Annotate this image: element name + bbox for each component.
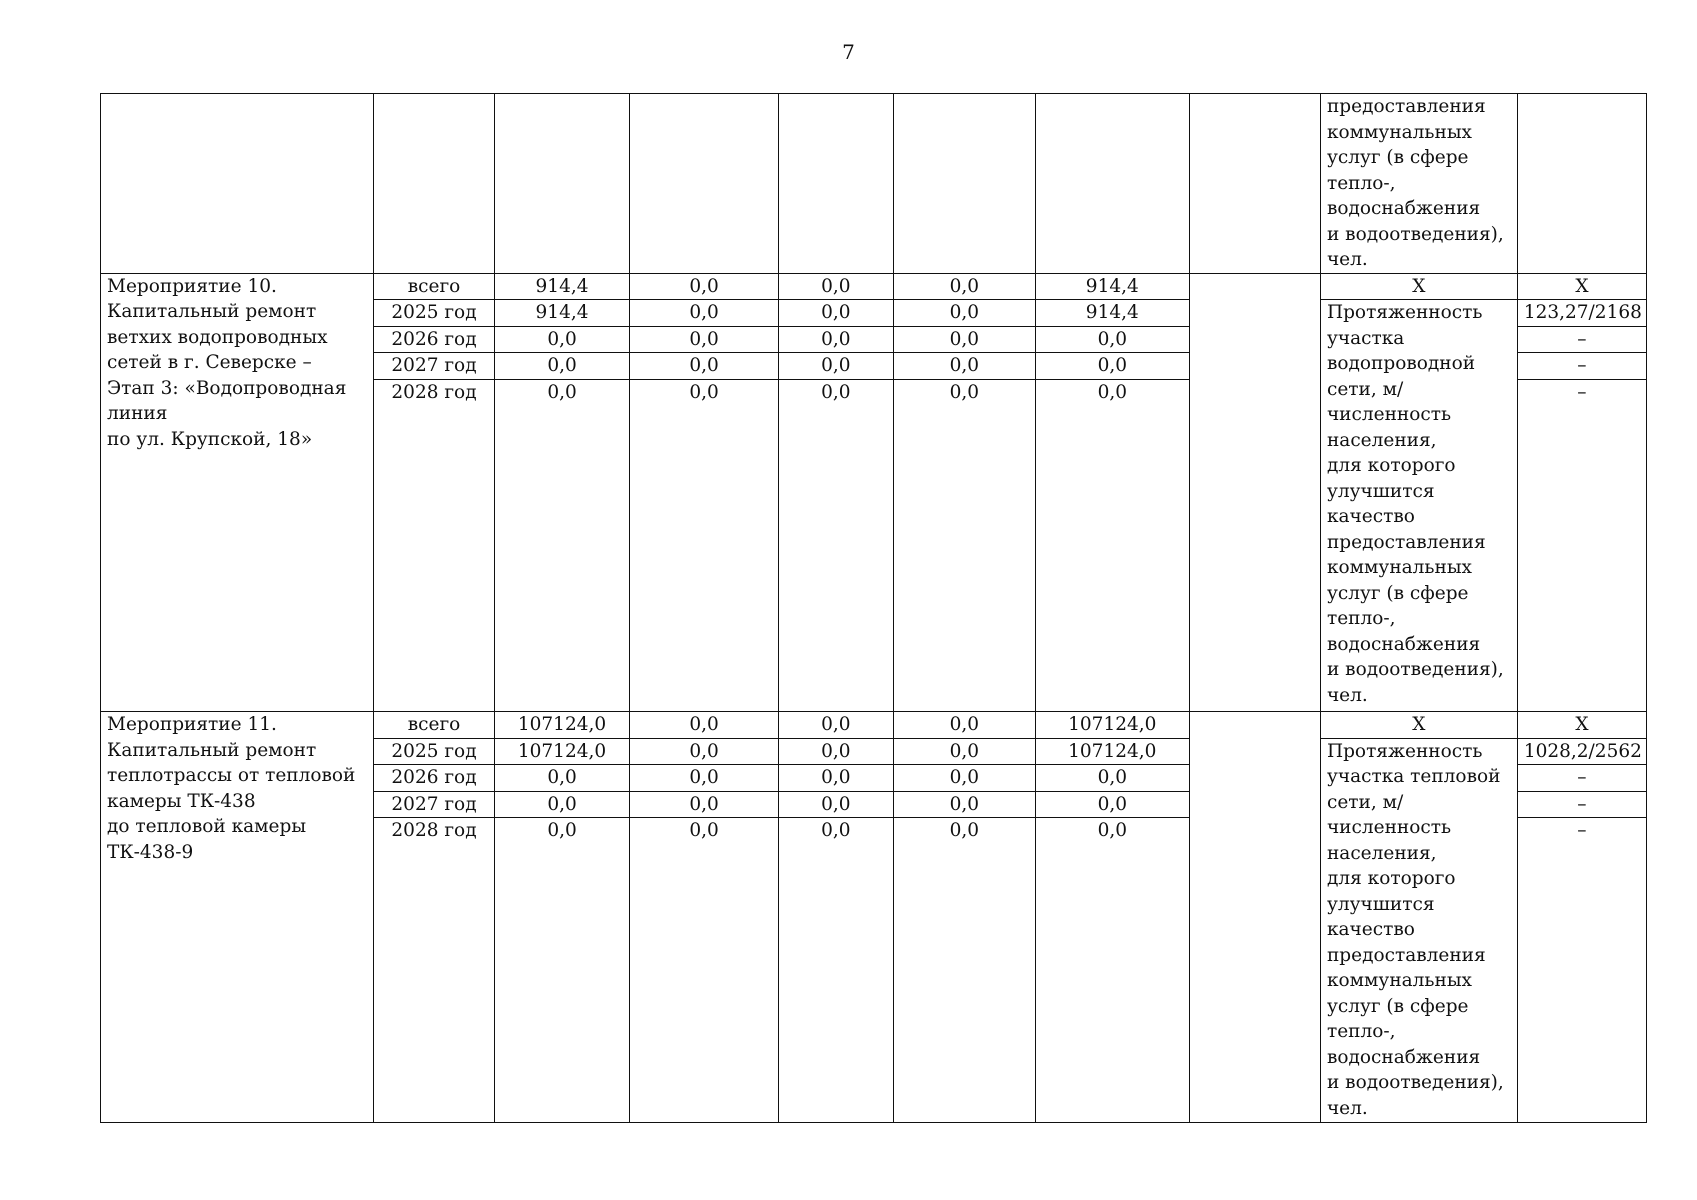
year-cell: 2025 год: [374, 300, 494, 327]
program-table: [100, 93, 1647, 1123]
value-cell: 0,0: [778, 712, 893, 739]
value-cell: 0,0: [630, 738, 778, 765]
value-cell: 0,0: [630, 353, 778, 380]
value-cell: 914,4: [1035, 273, 1189, 300]
value-cell: 0,0: [494, 379, 630, 711]
indicator-continuation: предоставления коммунальных услуг (в сфере тепло-, водоснабжения и водоотведения), чел.: [1320, 94, 1517, 274]
indicator-value: –: [1517, 379, 1646, 711]
year-cell: 2026 год: [374, 326, 494, 353]
value-cell: 107124,0: [494, 712, 630, 739]
measure-10-name: Мероприятие 10. Капитальный ремонт ветхих водопроводных сетей в г. Северске – Этап 3: «Водопроводная линия по ул. Крупской, 18»: [101, 273, 374, 712]
value-cell: 0,0: [778, 818, 893, 1123]
value-cell: 0,0: [778, 791, 893, 818]
value-cell: 0,0: [494, 791, 630, 818]
indicator-mark: X: [1320, 273, 1517, 300]
value-cell: 0,0: [630, 818, 778, 1123]
value-cell: 107124,0: [1035, 712, 1189, 739]
value-cell: 0,0: [1035, 353, 1189, 380]
measure-11-indicator: Протяженность участка тепловой сети, м/ численность населения, для которого улучшится качество предоставления коммунальных услуг (в сфере тепло-, водоснабжения и водоотведения), чел.: [1320, 738, 1517, 1122]
value-cell: 0,0: [1035, 818, 1189, 1123]
indicator-value: –: [1517, 791, 1646, 818]
value-cell: 914,4: [1035, 300, 1189, 327]
year-cell: 2027 год: [374, 353, 494, 380]
indicator-value: X: [1517, 273, 1646, 300]
value-cell: 0,0: [893, 326, 1035, 353]
value-cell: 0,0: [630, 379, 778, 711]
year-cell: 2025 год: [374, 738, 494, 765]
empty-column-cell: [1189, 273, 1320, 712]
value-cell: 0,0: [494, 326, 630, 353]
year-cell: 2027 год: [374, 791, 494, 818]
value-cell: 0,0: [778, 273, 893, 300]
indicator-value: X: [1517, 712, 1646, 739]
indicator-value: 1028,2/2562: [1517, 738, 1646, 765]
year-cell: 2028 год: [374, 379, 494, 711]
value-cell: 0,0: [893, 353, 1035, 380]
value-cell: 107124,0: [494, 738, 630, 765]
value-cell: 0,0: [893, 300, 1035, 327]
measure-10-row-total: [101, 273, 1647, 300]
continuation-row: [101, 94, 1647, 274]
indicator-value: –: [1517, 326, 1646, 353]
value-cell: 0,0: [494, 765, 630, 792]
value-cell: 0,0: [893, 273, 1035, 300]
value-cell: 0,0: [893, 379, 1035, 711]
value-cell: 0,0: [893, 791, 1035, 818]
value-cell: 0,0: [630, 712, 778, 739]
value-cell: 0,0: [778, 326, 893, 353]
value-cell: 0,0: [494, 818, 630, 1123]
empty-column-cell: [1189, 712, 1320, 1123]
year-cell: всего: [374, 273, 494, 300]
measure-11-name: Мероприятие 11. Капитальный ремонт теплотрассы от тепловой камеры ТК-438 до тепловой камеры ТК-438-9: [101, 712, 374, 1123]
value-cell: 0,0: [778, 300, 893, 327]
value-cell: 0,0: [778, 765, 893, 792]
value-cell: 0,0: [630, 326, 778, 353]
value-cell: 0,0: [630, 791, 778, 818]
value-cell: 0,0: [893, 765, 1035, 792]
value-cell: 0,0: [630, 300, 778, 327]
value-cell: 0,0: [778, 379, 893, 711]
measure-10-indicator: Протяженность участка водопроводной сети, м/ численность населения, для которого улучшится качество предоставления коммунальных услуг (в сфере тепло-, водоснабжения и водоотведения), чел.: [1320, 300, 1517, 712]
measure-11-row-total: [101, 712, 1647, 739]
value-cell: 0,0: [630, 273, 778, 300]
page-number: 7: [842, 40, 855, 64]
value-cell: 107124,0: [1035, 738, 1189, 765]
value-cell: 0,0: [893, 738, 1035, 765]
value-cell: 0,0: [778, 353, 893, 380]
value-cell: 0,0: [893, 818, 1035, 1123]
value-cell: 0,0: [1035, 791, 1189, 818]
year-cell: 2026 год: [374, 765, 494, 792]
value-cell: 0,0: [494, 353, 630, 380]
value-cell: 0,0: [778, 738, 893, 765]
indicator-value: –: [1517, 765, 1646, 792]
value-cell: 914,4: [494, 300, 630, 327]
value-cell: 914,4: [494, 273, 630, 300]
value-cell: 0,0: [1035, 379, 1189, 711]
year-cell: 2028 год: [374, 818, 494, 1123]
indicator-mark: X: [1320, 712, 1517, 739]
value-cell: 0,0: [1035, 326, 1189, 353]
year-cell: всего: [374, 712, 494, 739]
value-cell: 0,0: [1035, 765, 1189, 792]
indicator-value: –: [1517, 353, 1646, 380]
indicator-value: 123,27/2168: [1517, 300, 1646, 327]
value-cell: 0,0: [630, 765, 778, 792]
indicator-value: –: [1517, 818, 1646, 1123]
value-cell: 0,0: [893, 712, 1035, 739]
